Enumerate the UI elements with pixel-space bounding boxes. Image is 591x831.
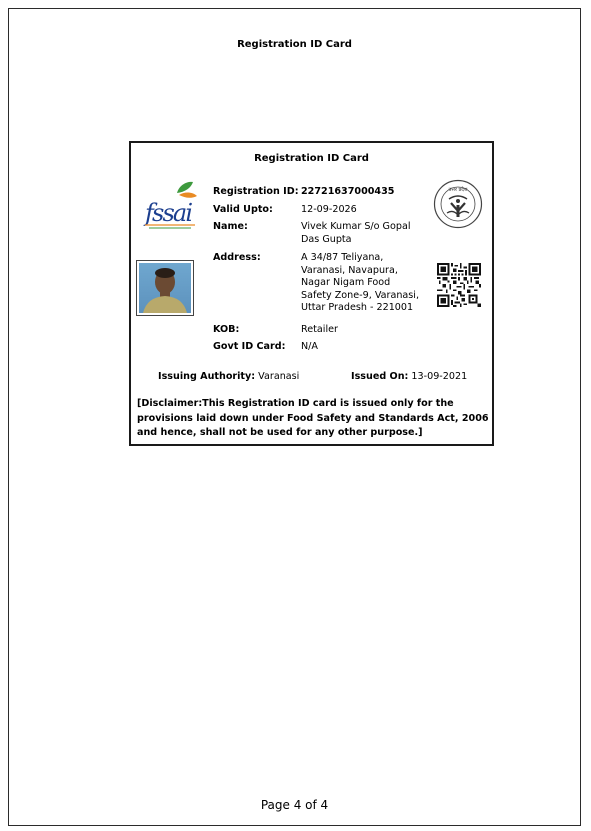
registration-id-value: 22721637000435 [301,186,395,197]
svg-text:fssai: fssai [145,199,193,227]
disclaimer-text: [Disclaimer:This Registration ID card is issued only for the provisions laid down under Food Safety and Standards Act, 2006 and hence, shall not be used for any other purpose.] [137,398,489,438]
govt-id-card-value: N/A [301,341,318,352]
valid-upto-label: Valid Upto: [213,204,273,215]
address-value: A 34/87 Teliyana, Varanasi, Navapura, Nagar Nigam Food Safety Zone-9, Varanasi, Uttar Pradesh - 221001 [301,252,420,314]
card-title: Registration ID Card [254,153,369,164]
kob-label: KOB: [213,324,240,335]
page-number: Page 4 of 4 [260,798,329,812]
valid-upto-value: 12-09-2026 [301,204,357,215]
issued-on [351,371,467,382]
issued-on-label: Issued On: [351,371,409,382]
svg-text:उत्तर प्रदेश: उत्तर प्रदेश [448,187,468,193]
issuing-authority-label: Issuing Authority: [158,371,256,382]
issuing-authority [158,371,299,382]
page-title: Registration ID Card [237,39,352,50]
name-value: Vivek Kumar S/o Gopal Das Gupta [301,221,411,245]
fssai-logo-icon [143,179,199,233]
govt-id-card-label: Govt ID Card: [213,341,286,352]
document-page [8,8,581,826]
issuing-authority-value: Varanasi [258,371,300,382]
registration-id-label: Registration ID: [213,186,299,197]
holder-photo [136,260,194,316]
up-government-emblem-icon [433,179,483,229]
qr-code [437,263,481,307]
address-label: Address: [213,252,261,263]
registration-id-card [129,141,494,446]
issued-on-value: 13-09-2021 [411,371,468,382]
name-label: Name: [213,221,248,232]
kob-value: Retailer [301,324,338,335]
